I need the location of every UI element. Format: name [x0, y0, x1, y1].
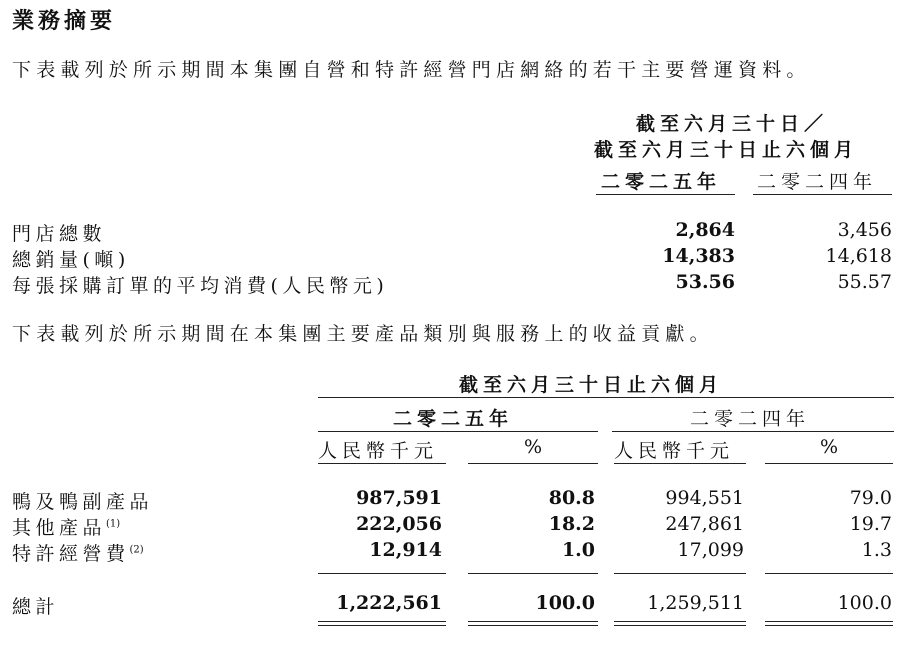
t2-row-label: 鴨及鴨副產品	[12, 491, 154, 513]
t2-unit-pct-2024: %	[819, 436, 839, 458]
t2-total-label: 總計	[12, 596, 60, 618]
t1-col-2025-rule	[596, 194, 735, 195]
t1-row-value-2024: 55.57	[837, 271, 892, 293]
section-title: 業務摘要	[12, 8, 117, 34]
t2-total-rmb-2025: 1,222,561	[336, 592, 442, 614]
t2-unit-rmb-2025: 人民幣千元	[318, 440, 439, 462]
t2-unit-rule	[318, 463, 446, 464]
t2-pct-2024: 19.7	[849, 513, 892, 535]
t1-row-value-2024: 14,618	[825, 245, 892, 267]
t2-rmb-2024: 17,099	[677, 539, 744, 561]
t1-col-2025: 二零二五年	[601, 171, 722, 193]
t2-pct-2024: 79.0	[849, 487, 892, 509]
t2-pct-2024: 1.3	[861, 539, 892, 561]
t1-row-value-2024: 3,456	[837, 219, 892, 241]
intro-paragraph-1: 下表載列於所示期間本集團自營和特許經營門店網絡的若干主要營運資料。	[12, 59, 811, 81]
t2-row-label: 特許經營費$^{(2)}$	[12, 543, 144, 565]
t1-col-2024: 二零二四年	[757, 171, 878, 193]
t1-row-label: 每張採購訂單的平均消費(人民幣元)	[12, 275, 389, 297]
t2-year-2024: 二零二四年	[690, 408, 811, 430]
intro-paragraph-2: 下表載列於所示期間在本集團主要產品類別與服務上的收益貢獻。	[12, 323, 714, 345]
t1-header-line2: 截至六月三十日止六個月	[594, 139, 859, 161]
t2-rmb-2025: 987,591	[356, 487, 442, 509]
t2-total-top-rule	[468, 573, 598, 574]
t1-row-value-2025: 53.56	[675, 271, 735, 293]
t2-year-2025: 二零二五年	[393, 408, 514, 430]
t2-rmb-2024: 994,551	[665, 487, 744, 509]
footnote-marker: (2)	[129, 544, 144, 556]
t2-year-2025-rule	[318, 431, 598, 432]
t2-total-double-rule	[318, 621, 446, 622]
t2-total-pct-2024: 100.0	[837, 592, 892, 614]
t2-unit-pct-2025: %	[523, 436, 543, 458]
t2-total-top-rule	[318, 573, 446, 574]
t2-pct-2025: 1.0	[561, 539, 595, 561]
t1-col-2024-rule	[753, 194, 892, 195]
t2-pct-2025: 80.8	[548, 487, 595, 509]
t2-unit-rmb-2024: 人民幣千元	[614, 440, 735, 462]
t2-total-double-rule	[614, 625, 746, 626]
t1-row-label: 總銷量(噸)	[12, 249, 130, 271]
t2-total-double-rule	[765, 621, 893, 622]
t1-row-label: 門店總數	[12, 223, 107, 245]
t1-row-value-2025: 14,383	[662, 245, 735, 267]
t2-total-top-rule	[614, 573, 746, 574]
t1-row-value-2025: 2,864	[675, 219, 735, 241]
t2-total-top-rule	[765, 573, 893, 574]
t2-rmb-2025: 222,056	[356, 513, 442, 535]
footnote-marker: (1)	[106, 518, 121, 530]
t2-row-label: 其他產品$^{(1)}$	[12, 517, 121, 539]
t1-header-line1: 截至六月三十日／	[636, 113, 829, 135]
t2-total-double-rule	[614, 621, 746, 622]
t2-total-double-rule	[318, 625, 446, 626]
t2-rmb-2025: 12,914	[369, 539, 442, 561]
t2-header: 截至六月三十日止六個月	[459, 374, 724, 396]
t2-total-pct-2025: 100.0	[535, 592, 595, 614]
t2-rmb-2024: 247,861	[665, 513, 744, 535]
t2-unit-rule	[614, 463, 746, 464]
t2-total-double-rule	[468, 621, 598, 622]
t2-total-double-rule	[765, 625, 893, 626]
t2-header-rule	[318, 397, 894, 398]
t2-pct-2025: 18.2	[548, 513, 595, 535]
t2-unit-rule	[765, 463, 893, 464]
t2-year-2024-rule	[612, 431, 894, 432]
t2-total-rmb-2024: 1,259,511	[647, 592, 744, 614]
t2-unit-rule	[468, 463, 598, 464]
t2-total-double-rule	[468, 625, 598, 626]
